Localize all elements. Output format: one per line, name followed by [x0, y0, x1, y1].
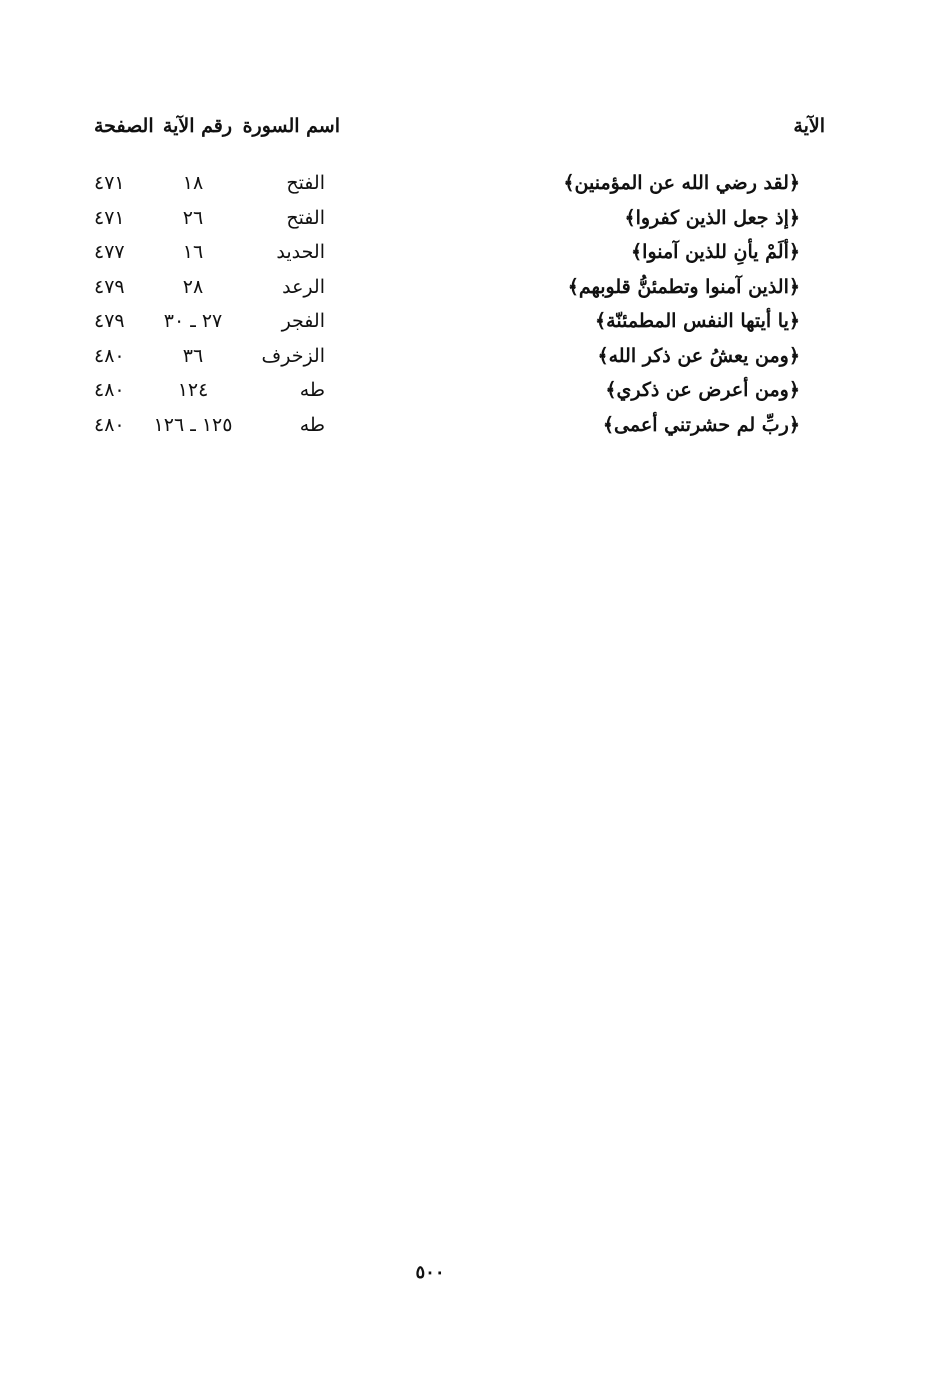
ayah-text: ﴿لقد رضي الله عن المؤمنين﴾ — [563, 172, 800, 194]
ayah-index-table — [80, 172, 825, 448]
ayah-text: ﴿ألَمْ يأنِ للذين آمنوا﴾ — [631, 241, 800, 263]
page-ref: ٤٧١ — [94, 172, 125, 194]
ayah-number: ٣٦ — [182, 344, 204, 367]
table-row — [80, 379, 825, 414]
surah-name: الحديد — [276, 241, 325, 263]
ayah-text: ﴿الذين آمنوا وتطمئنُّ قلوبهم﴾ — [567, 275, 800, 298]
surah-name: الزخرف — [261, 344, 325, 367]
ayah-number: ٢٨ — [182, 275, 204, 298]
ayah-number: ١٦ — [182, 241, 204, 263]
table-row — [80, 241, 825, 276]
header-surah: اسم السورة — [242, 115, 340, 137]
page-ref: ٤٧٩ — [94, 275, 125, 298]
table-row — [80, 172, 825, 207]
ayah-text: ﴿ربِّ لم حشرتني أعمى﴾ — [602, 413, 800, 436]
page-number: ٥٠٠ — [415, 1262, 445, 1283]
page-ref: ٤٨٠ — [94, 344, 125, 367]
table-row — [80, 310, 825, 345]
ayah-text: ﴿ومن يعشُ عن ذكر الله﴾ — [597, 344, 800, 367]
surah-name: الفتح — [286, 206, 325, 229]
table-header — [80, 115, 825, 149]
table-row — [80, 207, 825, 242]
header-reference-group — [80, 115, 340, 149]
surah-name: طه — [299, 413, 325, 436]
page-ref: ٤٧٧ — [94, 241, 125, 263]
ayah-text: ﴿يا أيتها النفس المطمئنّة﴾ — [595, 310, 800, 332]
page-ref: ٤٨٠ — [94, 379, 125, 401]
ayah-text: ﴿ومن أعرض عن ذكري﴾ — [605, 379, 800, 401]
page-ref: ٤٧١ — [94, 206, 125, 229]
ayah-text: ﴿إذ جعل الذين كفروا﴾ — [624, 206, 800, 229]
page-ref: ٤٨٠ — [94, 413, 125, 436]
ayah-number: ٢٧ ـ ٣٠ — [163, 310, 223, 332]
header-ayah-number: رقم الآية — [162, 115, 232, 137]
ayah-number: ٢٦ — [182, 206, 204, 229]
surah-name: الرعد — [282, 275, 325, 298]
ayah-number: ١٢٤ — [177, 379, 209, 401]
table-row — [80, 414, 825, 449]
surah-name: طه — [299, 379, 325, 401]
table-row — [80, 276, 825, 311]
table-row — [80, 345, 825, 380]
surah-name: الفتح — [286, 172, 325, 194]
ayah-number: ١٨ — [182, 172, 204, 194]
header-page: الصفحة — [94, 115, 154, 137]
ayah-number: ١٢٥ ـ ١٢٦ — [153, 413, 233, 436]
header-ayah: الآية — [793, 115, 825, 137]
page-ref: ٤٧٩ — [94, 310, 125, 332]
surah-name: الفجر — [281, 310, 325, 332]
